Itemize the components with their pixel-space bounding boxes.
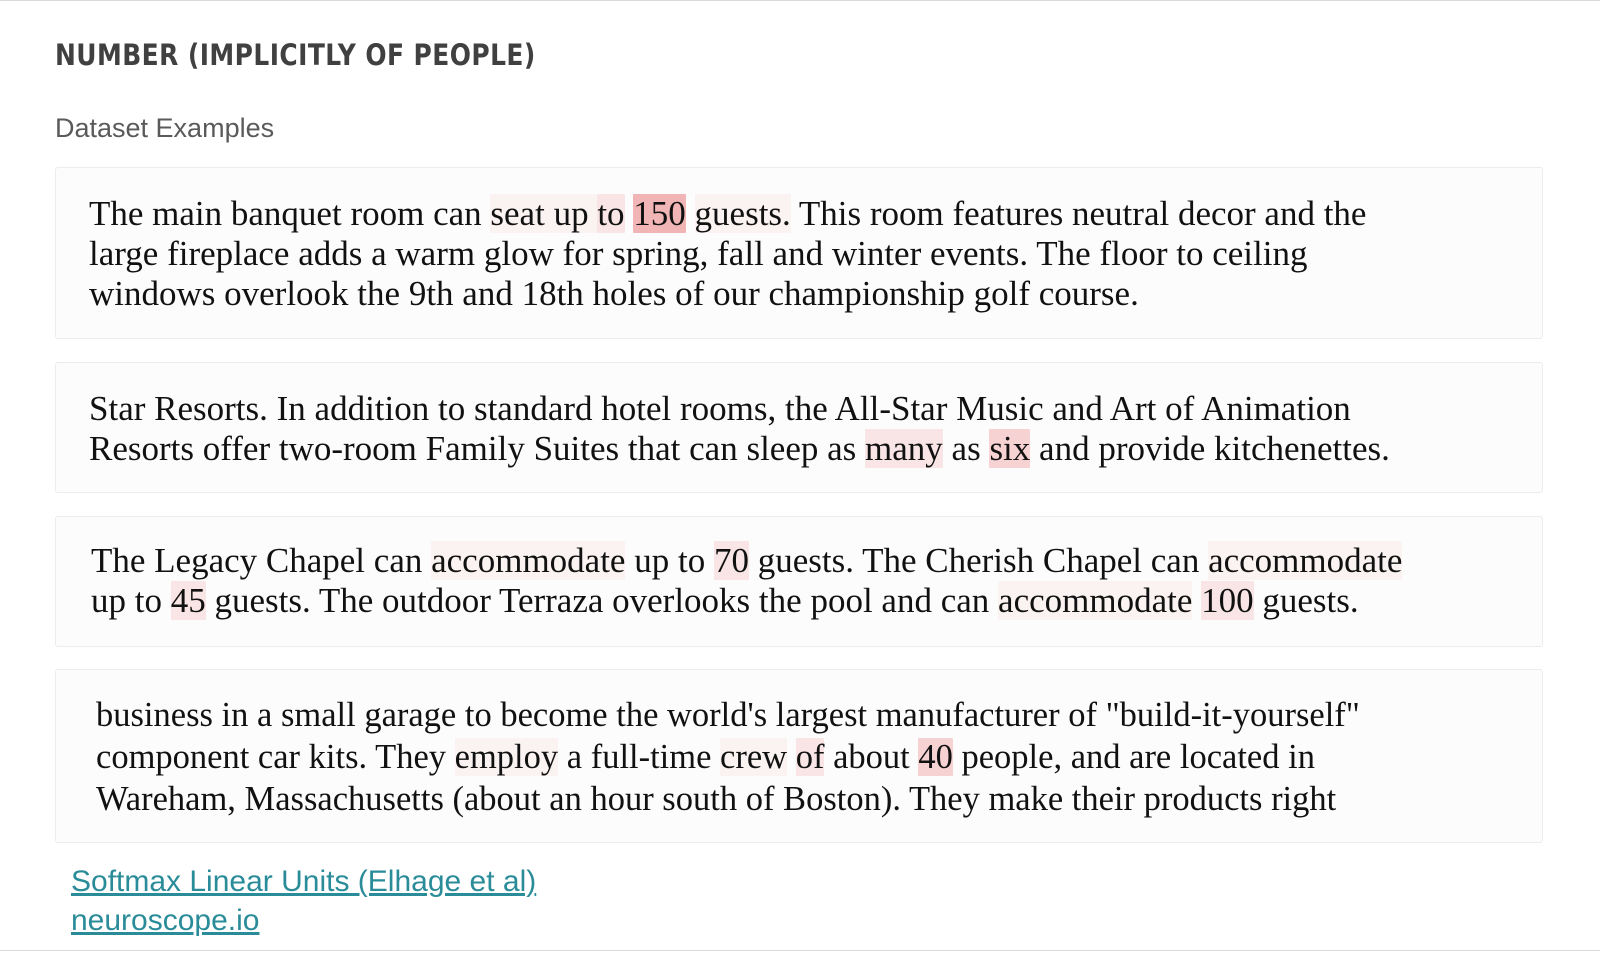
activation-token: 100 [1201,581,1254,620]
text-line [91,581,1542,621]
example-text [56,168,1542,314]
bottom-divider [0,950,1600,951]
neuroscope-link[interactable]: neuroscope.io [71,904,260,937]
text-line [96,694,1542,736]
text-token: large fireplace adds a warm glow for spring, fall and winter events. The floor to ceiling [89,234,1308,273]
example-card-4 [55,669,1543,843]
example-card-3 [55,516,1543,647]
text-token: This room features neutral decor and the [790,194,1367,233]
activation-token: 45 [170,581,206,620]
text-line [89,429,1542,469]
example-text [56,517,1542,621]
text-token: people, and are located in [952,738,1315,776]
text-line [89,274,1542,314]
section-label: Dataset Examples [55,113,275,143]
activation-token: accommodate [1208,541,1403,580]
activation-token: 70 [713,541,749,580]
activation-token: guests. [694,194,791,233]
text-token: about [824,738,919,776]
activation-token: accommodate [431,541,626,580]
text-token: guests. The Cherish Chapel can [748,541,1209,580]
activation-token: seat [490,194,545,233]
text-token: component car kits. They [96,738,455,776]
text-line [89,389,1542,429]
text-line [96,778,1542,820]
example-text [56,363,1542,469]
activation-token: to [597,194,625,233]
text-token: Wareham, Massachusetts (about an hour south of Boston). They make their products right [96,780,1337,818]
text-token: The main banquet room can [89,194,491,233]
text-token [625,194,634,233]
text-line [89,234,1542,274]
activation-token: employ [454,738,559,776]
text-token: guests. The outdoor Terraza overlooks the pool and can [205,581,999,620]
text-token: guests. [1253,581,1359,620]
text-token: a full-time [558,738,721,776]
activation-token: six [989,429,1031,468]
text-token: Resorts offer two-room Family Suites that can sleep as [89,429,866,468]
text-token: business in a small garage to become the world's largest manufacturer of "build-it-yourself" [96,696,1360,734]
activation-token: 40 [918,738,953,776]
text-token: The Legacy Chapel can [91,541,432,580]
page-title: NUMBER (IMPLICITLY OF PEOPLE) [55,38,536,72]
example-text [56,670,1542,820]
text-token [1192,581,1201,620]
text-token [686,194,695,233]
activation-token: accommodate [998,581,1193,620]
text-line [91,541,1542,581]
activation-token: many [865,429,943,468]
activation-token [545,194,554,233]
activation-token: crew [720,738,788,776]
activation-token: up [553,194,589,233]
text-line [89,194,1542,234]
footer-links [71,862,536,940]
text-token: up to [625,541,714,580]
activation-token: of [795,738,825,776]
text-token [787,738,796,776]
example-card-2 [55,362,1543,493]
activation-token: 150 [633,194,686,233]
text-token: and provide kitchenettes. [1030,429,1390,468]
text-token: windows overlook the 9th and 18th holes of our championship golf course. [89,274,1139,313]
top-divider [0,0,1600,1]
text-line [96,736,1542,778]
softmax-linear-units-link[interactable]: Softmax Linear Units (Elhage et al) [71,865,537,898]
text-token: Star Resorts. In addition to standard hotel rooms, the All-Star Music and Art of Animation [89,389,1351,428]
activation-token [589,194,598,233]
example-card-1 [55,167,1543,339]
text-token: as [942,429,990,468]
text-token: up to [91,581,171,620]
